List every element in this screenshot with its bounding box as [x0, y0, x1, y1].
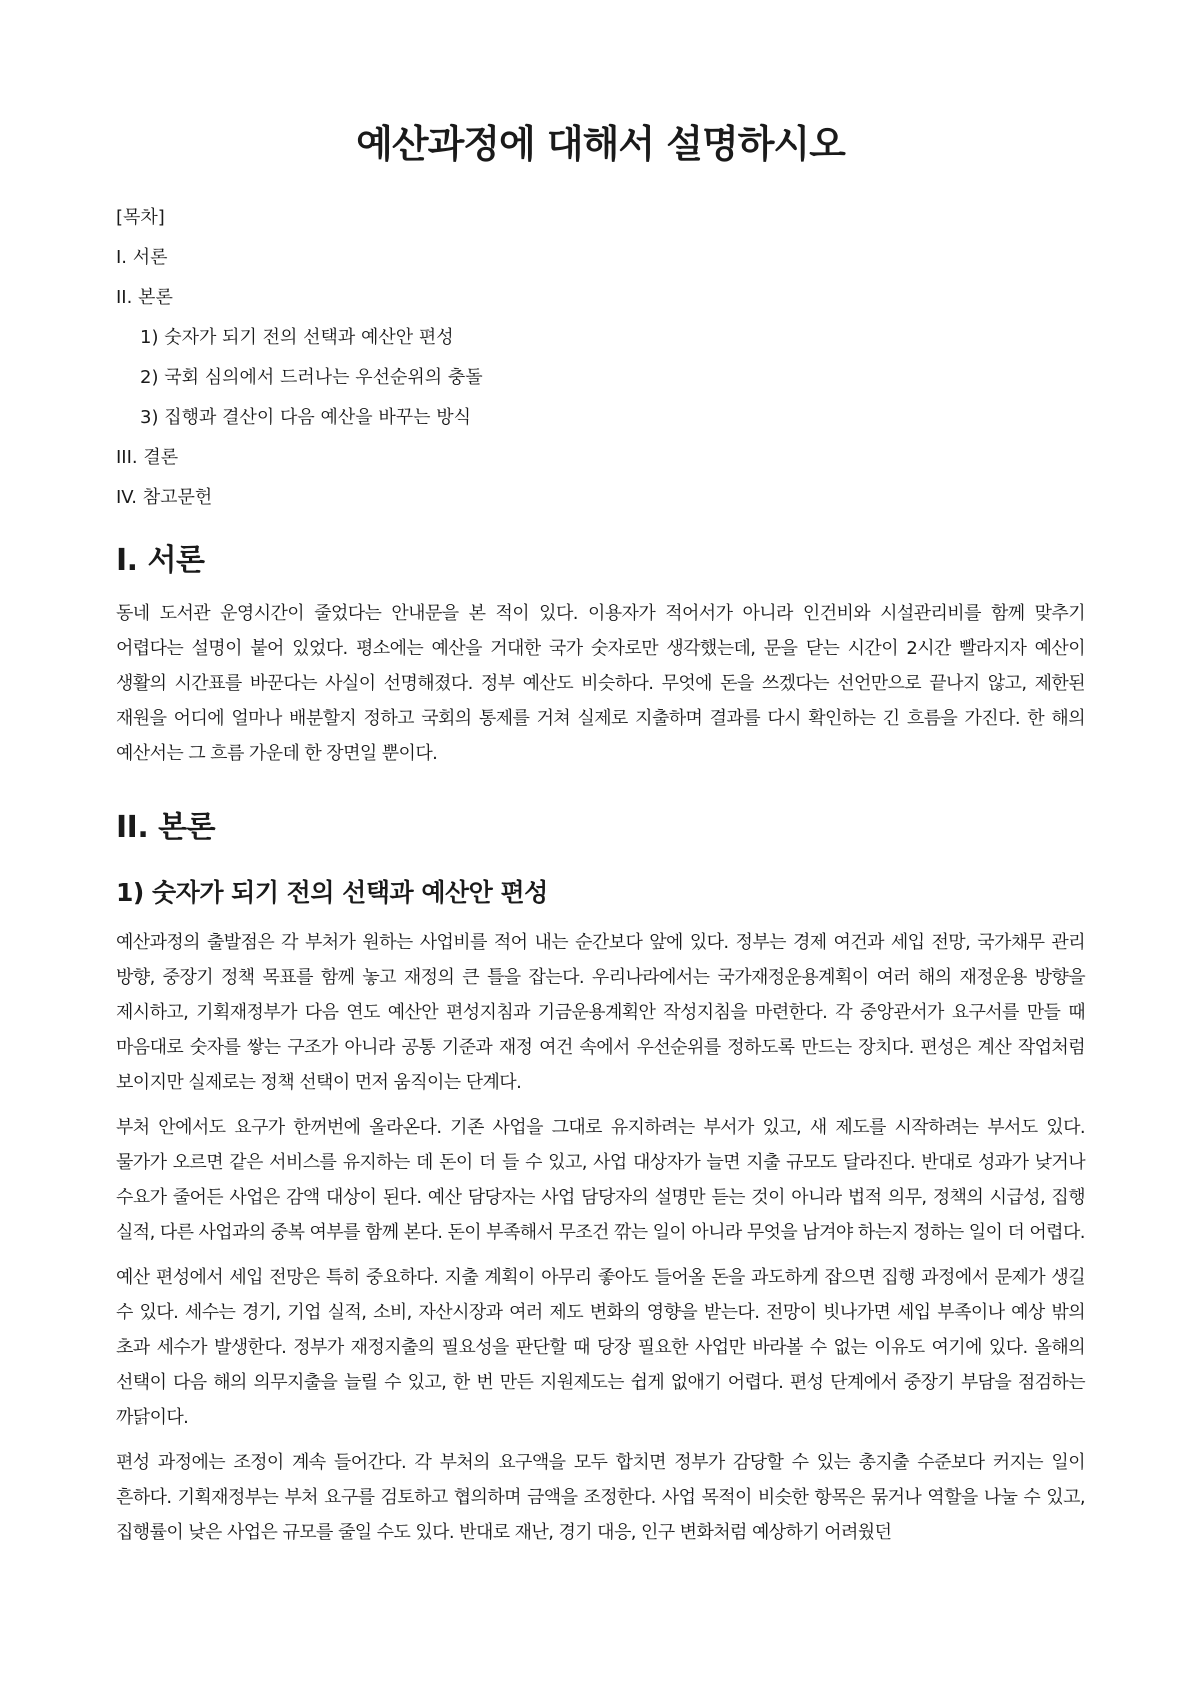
body-paragraph-3: 예산 편성에서 세입 전망은 특히 중요하다. 지출 계획이 아무리 좋아도 들어올 돈을 과도하게 잡으면 집행 과정에서 문제가 생길 수 있다. 세수는 경기, 기업 실적, 소비, 자산시장과 여러 제도 변화의 영향을 받는다. 전망이 빗나가면 세입 부족이나 예상 밖의 초과 세수가 발생한다. 정부가 재정지출의 필요성을 판단할 때 당장 필요한 사업만 바라볼 수 없는 이유도 여기에 있다. 올해의 선택이 다음 해의 의무지출을 늘릴 수 있고, 한 번 만든 지원제도는 쉽게 없애기 어렵다. 편성 단계에서 중장기 부담을 점검하는 까닭이다. — [116, 1267, 1085, 1428]
body-paragraph-2: 부처 안에서도 요구가 한꺼번에 올라온다. 기존 사업을 그대로 유지하려는 부서가 있고, 새 제도를 시작하려는 부서도 있다. 물가가 오르면 같은 서비스를 유지하는 데 돈이 더 들 수 있고, 사업 대상자가 늘면 지출 규모도 달라진다. 반대로 성과가 낮거나 수요가 줄어든 사업은 감액 대상이 된다. 예산 담당자는 사업 담당자의 설명만 듣는 것이 아니라 법적 의무, 정책의 시급성, 집행 실적, 다른 사업과의 중복 여부를 함께 본다. 돈이 부족해서 무조건 깎는 일이 아니라 무엇을 남겨야 하는지 정하는 일이 더 어렵다. — [116, 1117, 1085, 1243]
intro-paragraph: 동네 도서관 운영시간이 줄었다는 안내문을 본 적이 있다. 이용자가 적어서가 아니라 인건비와 시설관리비를 함께 맞추기 어렵다는 설명이 붙어 있었다. 평소에는 예산을 거대한 국가 숫자로만 생각했는데, 문을 닫는 시간이 2시간 빨라지자 예산이 생활의 시간표를 바꾼다는 사실이 선명해졌다. 정부 예산도 비슷하다. 무엇에 돈을 쓰겠다는 선언만으로 끝나지 않고, 제한된 재원을 어디에 얼마나 배분할지 정하고 국회의 통제를 거쳐 실제로 지출하며 결과를 다시 확인하는 긴 흐름을 가진다. 한 해의 예산서는 그 흐름 가운데 한 장면일 뿐이다. — [116, 603, 1085, 764]
toc-heading: [목차] — [116, 207, 165, 228]
toc-item-body-2: 2) 국회 심의에서 드러나는 우선순위의 충돌 — [140, 367, 483, 388]
spacer — [116, 781, 1085, 795]
toc-item-body-3: 3) 집행과 결산이 다음 예산을 바꾸는 방식 — [140, 407, 472, 428]
subsection-heading-1: 1) 숫자가 되기 전의 선택과 예산안 편성 — [116, 878, 548, 907]
toc-item-references: IV. 참고문헌 — [116, 487, 213, 508]
toc-item-body: II. 본론 — [116, 287, 173, 308]
table-of-contents — [116, 198, 1085, 518]
toc-item-intro: I. 서론 — [116, 247, 168, 268]
toc-item-body-1: 1) 숫자가 되기 전의 선택과 예산안 편성 — [140, 327, 454, 348]
body-paragraph-1: 예산과정의 출발점은 각 부처가 원하는 사업비를 적어 내는 순간보다 앞에 있다. 정부는 경제 여건과 세입 전망, 국가채무 관리 방향, 중장기 정책 목표를 함께 놓고 재정의 큰 틀을 잡는다. 우리나라에서는 국가재정운용계획이 여러 해의 재정운용 방향을 제시하고, 기획재정부가 다음 연도 예산안 편성지침과 기금운용계획안 작성지침을 마련한다. 각 중앙관서가 요구서를 만들 때 마음대로 숫자를 쌓는 구조가 아니라 공통 기준과 재정 여건 속에서 우선순위를 정하도록 만드는 장치다. 편성은 계산 작업처럼 보이지만 실제로는 정책 선택이 먼저 움직이는 단계다. — [116, 932, 1085, 1093]
section-heading-intro: I. 서론 — [116, 543, 205, 578]
section-heading-body: II. 본론 — [116, 810, 216, 845]
toc-item-conclusion: III. 결론 — [116, 447, 179, 468]
body-paragraph-4: 편성 과정에는 조정이 계속 들어간다. 각 부처의 요구액을 모두 합치면 정부가 감당할 수 있는 총지출 수준보다 커지는 일이 흔하다. 기획재정부는 부처 요구를 검토하고 협의하며 금액을 조정한다. 사업 목적이 비슷한 항목은 묶거나 역할을 나눌 수 있고, 집행률이 낮은 사업은 규모를 줄일 수도 있다. 반대로 재난, 경기 대응, 인구 변화처럼 예상하기 어려웠던 — [116, 1452, 1085, 1543]
document-title: 예산과정에 대해서 설명하시오 — [356, 122, 845, 166]
